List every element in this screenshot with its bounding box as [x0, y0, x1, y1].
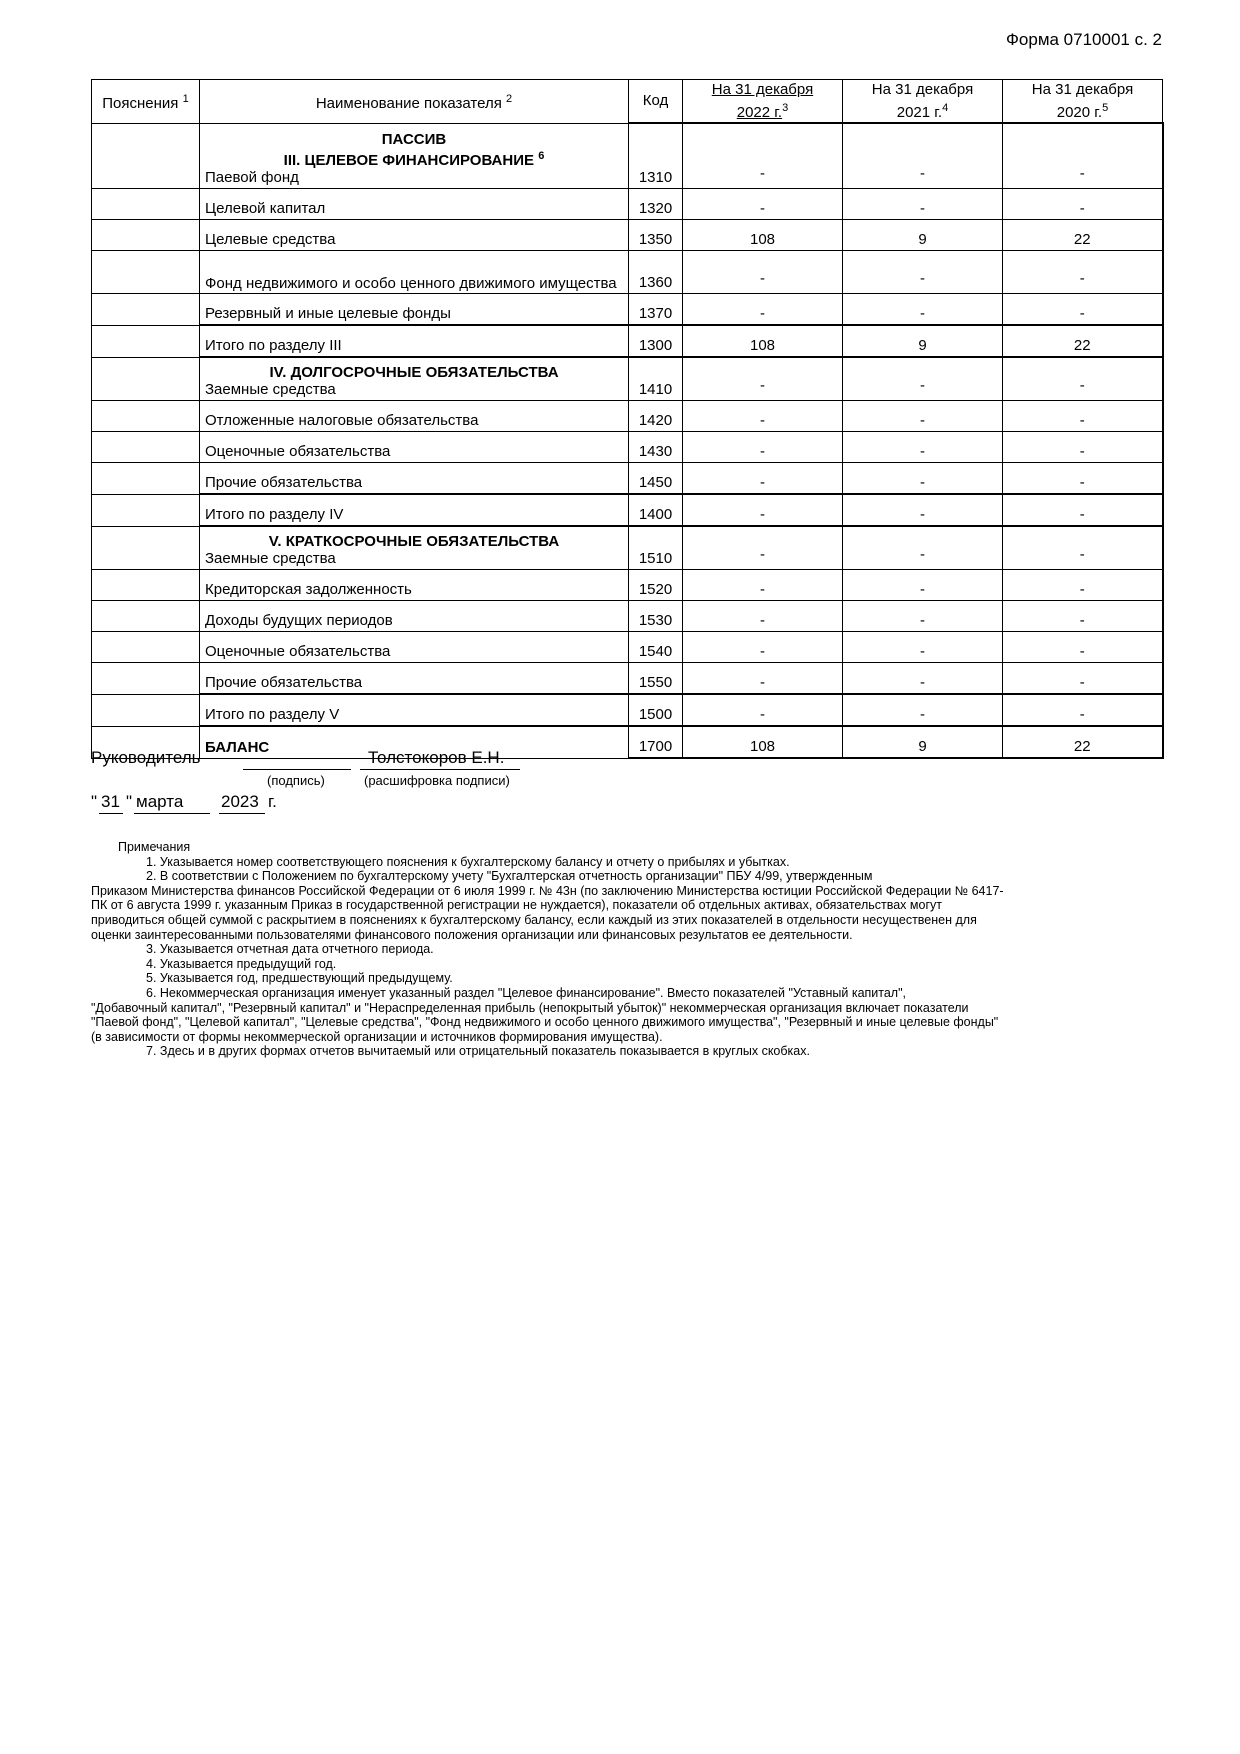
- table-row: Оценочные обязательства 1430 - - -: [92, 432, 1163, 463]
- row-name: Оценочные обязательства: [200, 632, 629, 663]
- table-row: Отложенные налоговые обязательства 1420 - - -: [92, 401, 1163, 432]
- row-name: БАЛАНС: [200, 726, 629, 758]
- row-name: Целевой капитал: [200, 189, 629, 220]
- row-code: 1320: [629, 189, 683, 220]
- row-name: Итого по разделу III: [200, 325, 629, 357]
- row-code: 1370: [629, 294, 683, 326]
- section-5-title: V. КРАТКОСРОЧНЫЕ ОБЯЗАТЕЛЬСТВА: [268, 533, 560, 550]
- signature-caption: (подпись): [267, 773, 325, 788]
- notes-title: Примечания: [118, 840, 191, 854]
- header-col-2020: На 31 декабря 2020 г.$^5$: [1003, 80, 1163, 124]
- note-2: 2. В соответствии с Положением по бухгалтерскому учету "Бухгалтерская отчетность организации" ПБУ 4/99, утвержденным: [146, 869, 873, 884]
- table-row: Прочие обязательства 1550 - - -: [92, 663, 1163, 695]
- table-row: ПАССИВ III. ЦЕЛЕВОЕ ФИНАНСИРОВАНИЕ $^6$ Паевой фонд 1310 - - -: [92, 123, 1163, 189]
- table-header-row: [92, 80, 1163, 124]
- row-code: 1360: [629, 251, 683, 294]
- section-passive: ПАССИВ: [381, 131, 447, 148]
- note-1: 1. Указывается номер соответствующего пояснения к бухгалтерскому балансу и отчету о прибылях и убытках.: [146, 854, 790, 869]
- note-6-cont: "Добавочный капитал", "Резервный капитал" и "Нераспределенная прибыль (непокрытый убыток)" некоммерческая организация включает показатели "Паевой фонд", "Целевой капитал", "Целевые средства", "Фонд недвижимого и особо ценного движимого имущества", "Резервный и иные целевые фонды" (в зависимости от формы некоммерческой организации и источников формирования имущества).: [91, 1000, 999, 1044]
- section-3-title: III. ЦЕЛЕВОЕ ФИНАНСИРОВАНИЕ $^6$: [283, 150, 545, 169]
- date-year-line: [219, 813, 265, 814]
- table-row-total: Итого по разделу III 1300 108 9 22: [92, 325, 1163, 357]
- row-name: Итого по разделу IV: [200, 494, 629, 526]
- signature-line: [243, 769, 351, 770]
- header-col-2022: На 31 декабря 2022 г.$^3$: [683, 80, 843, 124]
- date-day-line: [99, 813, 123, 814]
- row-code: 1550: [629, 663, 683, 695]
- table-row: Фонд недвижимого и особо ценного движимого имущества 1360 - - -: [92, 251, 1163, 294]
- date-year-suffix: г.: [268, 792, 277, 811]
- row-name: Прочие обязательства: [200, 663, 629, 695]
- section-4-title: IV. ДОЛГОСРОЧНЫЕ ОБЯЗАТЕЛЬСТВА: [269, 364, 559, 381]
- date-quote-open: ": [91, 792, 98, 811]
- row-code: 1410: [629, 357, 683, 401]
- row-code: 1520: [629, 570, 683, 601]
- row-code: 1700: [629, 726, 683, 758]
- row-code: 1450: [629, 463, 683, 495]
- table-row: IV. ДОЛГОСРОЧНЫЕ ОБЯЗАТЕЛЬСТВА Заемные средства 1410 - - -: [92, 357, 1163, 401]
- table-row: Резервный и иные целевые фонды 1370 - - -: [92, 294, 1163, 326]
- row-code: 1430: [629, 432, 683, 463]
- row-code: 1350: [629, 220, 683, 251]
- row-code: 1510: [629, 526, 683, 570]
- row-name: Доходы будущих периодов: [200, 601, 629, 632]
- row-name: Заемные средства: [205, 550, 336, 567]
- note-2-cont: Приказом Министерства финансов Российской Федерации от 6 июля 1999 г. № 43н (по заключению Министерства юстиции Российской Федерации № 6417-ПК от 6 августа 1999 г. указанным Приказ в государственной регистрации не нуждается), показатели об отдельных активах, обязательствах могут приводиться общей суммой с раскрытием в пояснениях к бухгалтерскому балансу, если каждый из этих показателей в отдельности несущественен для оценки заинтересованными пользователями финансового положения организации или финансовых результатов ее деятельности.: [91, 883, 1004, 942]
- table-row-total: Итого по разделу V 1500 - - -: [92, 694, 1163, 726]
- header-explanations: Пояснения $^1$: [92, 80, 200, 124]
- signature-role: Руководитель: [91, 748, 201, 767]
- signature-name: Толстокоров Е.Н.: [368, 748, 505, 767]
- note-4: 4. Указывается предыдущий год.: [146, 956, 337, 971]
- row-name: Итого по разделу V: [200, 694, 629, 726]
- row-code: 1540: [629, 632, 683, 663]
- table-row: V. КРАТКОСРОЧНЫЕ ОБЯЗАТЕЛЬСТВА Заемные средства 1510 - - -: [92, 526, 1163, 570]
- row-name: Кредиторская задолженность: [200, 570, 629, 601]
- table-row: Прочие обязательства 1450 - - -: [92, 463, 1163, 495]
- date-month: марта: [136, 792, 184, 811]
- signature-name-line: [360, 769, 520, 770]
- note-5: 5. Указывается год, предшествующий предыдущему.: [146, 971, 453, 986]
- date-day: 31: [101, 792, 120, 811]
- table-row-total: Итого по разделу IV 1400 - - -: [92, 494, 1163, 526]
- row-name: Прочие обязательства: [200, 463, 629, 495]
- table-row: Целевые средства 1350 108 9 22: [92, 220, 1163, 251]
- table-row: Доходы будущих периодов 1530 - - -: [92, 601, 1163, 632]
- note-7: 7. Здесь и в других формах отчетов вычитаемый или отрицательный показатель показывается в круглых скобках.: [146, 1044, 810, 1059]
- date-quote-close: ": [126, 792, 133, 811]
- row-code: 1420: [629, 401, 683, 432]
- row-code: 1400: [629, 494, 683, 526]
- row-name: Целевые средства: [200, 220, 629, 251]
- header-indicator: Наименование показателя $^2$: [200, 80, 629, 124]
- row-code: 1530: [629, 601, 683, 632]
- form-code: Форма 0710001 с. 2: [1005, 30, 1162, 49]
- row-name: Оценочные обязательства: [200, 432, 629, 463]
- row-code: 1300: [629, 325, 683, 357]
- decode-caption: (расшифровка подписи): [364, 773, 510, 788]
- notes-block: [91, 840, 1011, 1059]
- date-month-line: [134, 813, 210, 814]
- note-6: 6. Некоммерческая организация именует указанный раздел "Целевое финансирование". Вместо показателей "Уставный капитал",: [146, 985, 907, 1000]
- balance-table: [91, 79, 1164, 759]
- table-row-balance: БАЛАНС 1700 108 9 22: [92, 726, 1163, 758]
- header-code: Код: [629, 80, 683, 124]
- header-col-2021: На 31 декабря 2021 г.$^4$: [843, 80, 1003, 124]
- row-name: Фонд недвижимого и особо ценного движимого имущества: [200, 251, 629, 294]
- date-year: 2023: [221, 792, 259, 811]
- row-name: Резервный и иные целевые фонды: [200, 294, 629, 326]
- row-name: Заемные средства: [205, 381, 336, 398]
- table-row: Целевой капитал 1320 - - -: [92, 189, 1163, 220]
- note-3: 3. Указывается отчетная дата отчетного периода.: [146, 942, 434, 957]
- row-name: Паевой фонд: [205, 169, 299, 186]
- table-row: Кредиторская задолженность 1520 - - -: [92, 570, 1163, 601]
- row-name: Отложенные налоговые обязательства: [200, 401, 629, 432]
- table-row: Оценочные обязательства 1540 - - -: [92, 632, 1163, 663]
- row-code: 1500: [629, 694, 683, 726]
- row-code: 1310: [629, 123, 683, 189]
